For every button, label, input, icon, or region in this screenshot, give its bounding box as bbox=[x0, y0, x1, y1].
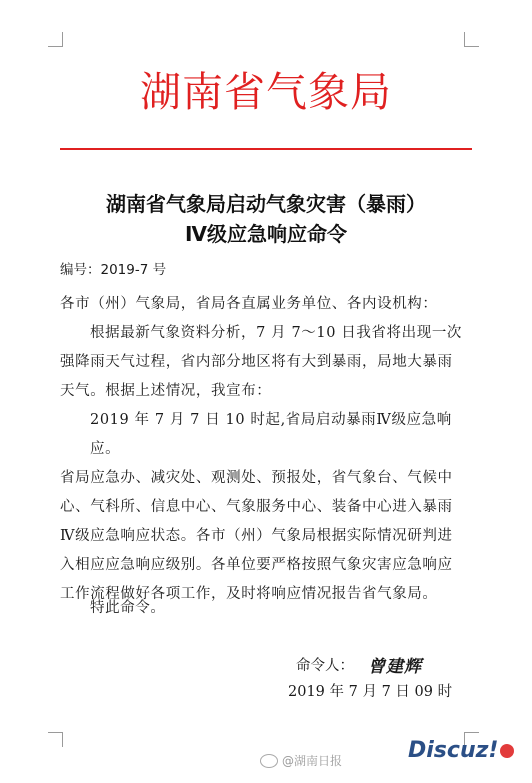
document-number: 编号：2019-7 号 bbox=[60, 262, 167, 278]
closing-statement: 特此命令。 bbox=[90, 600, 166, 616]
paragraph-2-line: 省局应急办、减灾处、观测处、预报处，省气象台、气候中 bbox=[60, 470, 453, 486]
weibo-watermark bbox=[260, 752, 342, 769]
crop-mark-top-left bbox=[48, 32, 63, 47]
paragraph-2-line: 2019 年 7 月 7 日 10 时起,省局启动暴雨Ⅳ级应急响应。 bbox=[90, 412, 452, 457]
paragraph-1-line: 强降雨天气过程，省内部分地区将有大到暴雨，局地大暴雨 bbox=[60, 354, 453, 370]
paragraph-2-line: 工作流程做好各项工作，及时将响应情况报告省气象局。 bbox=[60, 586, 438, 602]
signer-row bbox=[296, 652, 422, 677]
document-title-line-1: 湖南省气象局启动气象灾害（暴雨） bbox=[106, 192, 426, 216]
weibo-icon bbox=[260, 754, 278, 768]
paragraph-1 bbox=[60, 319, 480, 406]
paragraph-1-line: 根据最新气象资料分析，7 月 7～10 日我省将出现一次 bbox=[90, 325, 463, 341]
paragraph-2-line: Ⅳ级应急响应状态。各市（州）气象局根据实际情况研判进 bbox=[60, 528, 453, 544]
crop-mark-top-right bbox=[464, 32, 479, 47]
paragraph-1-line: 天气。根据上述情况，我宣布： bbox=[60, 383, 272, 399]
crop-mark-bottom-left bbox=[48, 732, 63, 747]
weibo-handle: @湖南日报 bbox=[282, 754, 343, 768]
salutation: 各市（州）气象局，省局各直属业务单位、各内设机构： bbox=[60, 296, 438, 312]
organization-header: 湖南省气象局 bbox=[140, 68, 392, 116]
paragraph-2-line: 入相应应急响应级别。各单位要严格按照气象灾害应急响应 bbox=[60, 557, 453, 573]
handwritten-signature: 曾建辉 bbox=[368, 657, 422, 677]
discuz-dot-icon bbox=[500, 744, 514, 758]
discuz-logo bbox=[408, 738, 514, 763]
signer-label: 命令人： bbox=[296, 658, 354, 674]
paragraph-2-line: 心、气科所、信息中心、气象服务中心、装备中心进入暴雨 bbox=[60, 499, 453, 515]
header-divider bbox=[60, 148, 472, 150]
document-title-line-2: Ⅳ级应急响应命令 bbox=[185, 222, 347, 246]
paragraph-2 bbox=[60, 406, 480, 609]
signing-date: 2019 年 7 月 7 日 09 时 bbox=[288, 684, 453, 700]
discuz-logo-text: Discuz! bbox=[408, 738, 499, 763]
